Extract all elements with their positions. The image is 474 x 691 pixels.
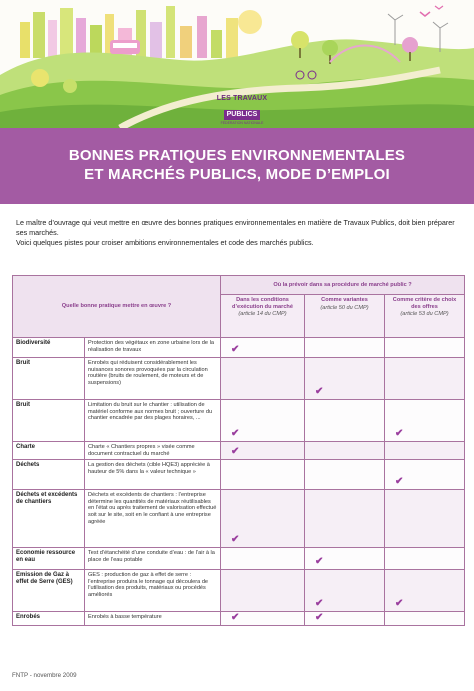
row-category: Déchets et excédents de chantiers <box>13 490 85 548</box>
column-article: (article 53 du CMP) <box>400 311 449 318</box>
intro-text <box>16 218 462 248</box>
left-header: Quelle bonne pratique mettre en œuvre ? <box>13 276 221 338</box>
table-row <box>13 548 465 570</box>
table-row <box>13 460 465 490</box>
check-cell <box>221 612 305 626</box>
check-icon: ✔ <box>231 534 240 546</box>
check-cell <box>385 400 465 442</box>
check-icon: ✔ <box>315 556 324 568</box>
table-row <box>13 490 465 548</box>
check-icon: ✔ <box>231 612 240 624</box>
check-cell <box>221 400 305 442</box>
row-description: Enrobés à basse température <box>85 612 221 626</box>
illustration-banner <box>0 0 474 128</box>
check-icon: ✔ <box>315 386 324 397</box>
page-title <box>0 146 474 184</box>
row-description: Déchets et excédents de chantiers : l’entreprise détermine les quantités de matériaux réutilisables en l’état ou après traitement de valorisation effectué soit sur le site, soit en le confiant à une entreprise agréée <box>85 490 221 548</box>
title-banner <box>0 128 474 204</box>
row-category: Bruit <box>13 358 85 400</box>
logo-line1: LES TRAVAUX <box>216 95 268 102</box>
row-category: Emission de Gaz à effet de Serre (GES) <box>13 570 85 612</box>
row-description: Limitation du bruit sur le chantier : utilisation de matériel conforme aux normes bruit ; ouverture du chantier encadrée par des plages horaires, ... <box>85 400 221 442</box>
column-label: Dans les conditions d’exécution du marché <box>232 297 293 310</box>
check-icon: ✔ <box>315 612 324 624</box>
column-article: (article 50 du CMP) <box>320 304 369 311</box>
table-row <box>13 338 465 358</box>
check-cell <box>305 442 385 460</box>
logo-line3: FÉDÉRATION NATIONALE <box>220 121 264 125</box>
check-cell <box>385 338 465 358</box>
check-cell <box>385 460 465 490</box>
row-category: Biodiversité <box>13 338 85 358</box>
title-line-2: ET MARCHÉS PUBLICS, MODE D’EMPLOI <box>84 166 390 183</box>
column-article: (article 14 du CMP) <box>238 311 287 318</box>
check-cell <box>385 612 465 626</box>
check-cell <box>385 442 465 460</box>
check-cell <box>221 338 305 358</box>
check-icon: ✔ <box>395 428 404 439</box>
table-row <box>13 442 465 460</box>
check-cell <box>305 570 385 612</box>
row-description: Protection des végétaux en zone urbaine lors de la réalisation de travaux <box>85 338 221 358</box>
main-header: Où la prévoir dans sa procédure de marché public ? <box>221 276 465 295</box>
column-header-3 <box>385 295 465 338</box>
check-cell <box>305 358 385 400</box>
check-icon: ✔ <box>231 344 240 355</box>
column-header-2 <box>305 295 385 338</box>
fntp-logo <box>212 95 272 125</box>
check-cell <box>305 490 385 548</box>
column-label: Comme critère de choix des offres <box>392 297 457 310</box>
practices-table <box>12 275 465 626</box>
footer-text: FNTP - novembre 2009 <box>12 672 77 679</box>
check-icon: ✔ <box>231 428 240 439</box>
check-cell <box>305 338 385 358</box>
column-header-1 <box>221 295 305 338</box>
check-cell <box>385 490 465 548</box>
check-cell <box>385 548 465 570</box>
check-cell <box>305 400 385 442</box>
intro-paragraph-2: Voici quelques pistes pour croiser ambitions environnementales et code des marchés publics. <box>16 238 314 247</box>
check-cell <box>221 548 305 570</box>
check-cell <box>221 358 305 400</box>
check-cell <box>221 442 305 460</box>
check-cell <box>385 358 465 400</box>
table-row <box>13 570 465 612</box>
check-cell <box>305 460 385 490</box>
check-cell <box>305 612 385 626</box>
check-cell <box>305 548 385 570</box>
row-description: La gestion des déchets (cible HQE3) appréciée à hauteur de 5% dans la « valeur technique » <box>85 460 221 490</box>
intro-paragraph-1: Le maître d’ouvrage qui veut mettre en œuvre des bonnes pratiques environnementales en matière de Travaux Publics, doit bien préparer ses marchés. <box>16 218 455 237</box>
check-icon: ✔ <box>231 446 240 458</box>
table-row <box>13 612 465 626</box>
row-description: Charte « Chantiers propres » visée comme document contractuel du marché <box>85 442 221 460</box>
row-category: Bruit <box>13 400 85 442</box>
row-category: Charte <box>13 442 85 460</box>
check-cell <box>221 460 305 490</box>
logo-line2: PUBLICS <box>224 110 261 120</box>
row-description: Enrobés qui réduisent considérablement les nuisances sonores provoquées par la circulation routière (bruits de roulement, de moteurs et de suspensions) <box>85 358 221 400</box>
check-cell <box>221 570 305 612</box>
row-description: Test d’étanchéité d’une conduite d’eau : de l’air à la place de l’eau potable <box>85 548 221 570</box>
column-label: Comme variantes <box>321 297 368 303</box>
title-line-1: BONNES PRATIQUES ENVIRONNEMENTALES <box>68 147 406 164</box>
check-cell <box>221 490 305 548</box>
check-icon: ✔ <box>315 598 324 610</box>
table-row <box>13 400 465 442</box>
check-icon: ✔ <box>395 598 404 610</box>
table-row <box>13 358 465 400</box>
practices-table-wrapper <box>12 275 464 659</box>
row-category: Economie ressource en eau <box>13 548 85 570</box>
row-category: Enrobés <box>13 612 85 626</box>
row-description: GES : production de gaz à effet de serre : l’entreprise produira le tonnage qui découlera de l’utilisation des produits, matériaux ou procédés améliorés <box>85 570 221 612</box>
check-icon: ✔ <box>395 476 404 488</box>
check-cell <box>385 570 465 612</box>
row-category: Déchets <box>13 460 85 490</box>
